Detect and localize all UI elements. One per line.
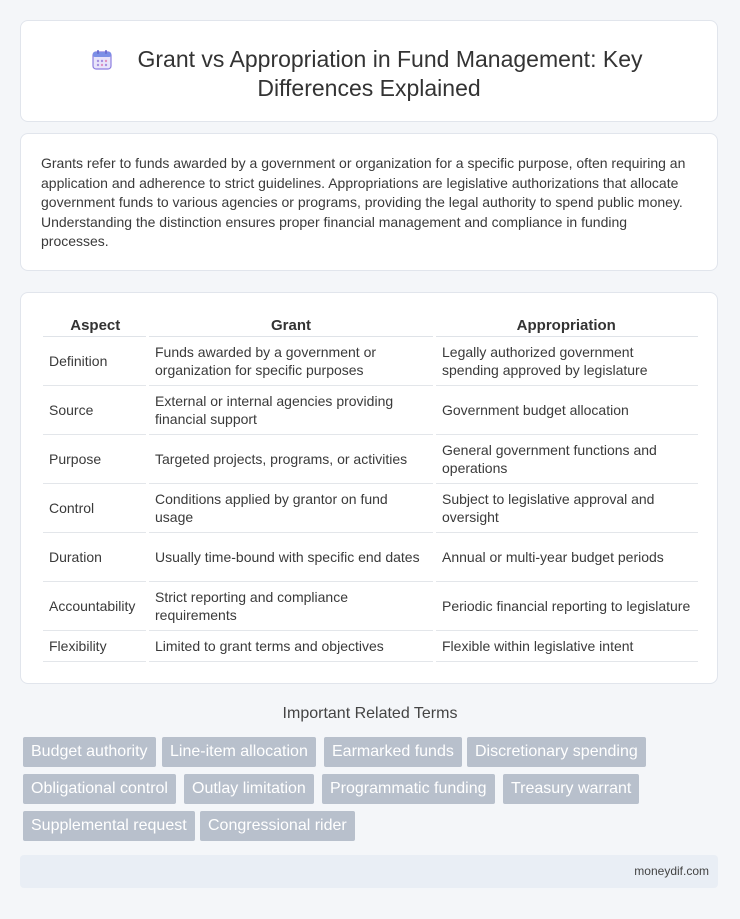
page-title-line1: Grant vs Appropriation in Fund Management: Key <box>137 46 643 72</box>
row-aspect: Definition <box>43 337 148 386</box>
tag-discretionary-spending[interactable]: Discretionary spending <box>467 737 646 767</box>
table-row <box>43 582 698 631</box>
row-grant: Funds awarded by a government or organization for specific purposes <box>148 337 435 386</box>
tag-obligational-control[interactable]: Obligational control <box>23 774 176 804</box>
row-grant: Conditions applied by grantor on fund usage <box>148 484 435 533</box>
tag-budget-authority[interactable]: Budget authority <box>23 737 156 767</box>
page-title <box>21 45 717 103</box>
row-appropriation: Legally authorized government spending approved by legislature <box>435 337 699 386</box>
header-aspect: Aspect <box>43 314 148 337</box>
tag-outlay-limitation[interactable]: Outlay limitation <box>184 774 314 804</box>
row-appropriation: General government functions and operations <box>435 435 699 484</box>
row-grant: Limited to grant terms and objectives <box>148 631 435 662</box>
table-header-row <box>43 314 698 337</box>
tag-line-item-allocation[interactable]: Line-item allocation <box>162 737 316 767</box>
table-row <box>43 631 698 662</box>
row-aspect: Accountability <box>43 582 148 631</box>
tag-treasury-warrant[interactable]: Treasury warrant <box>503 774 639 804</box>
row-aspect: Source <box>43 386 148 435</box>
tag-earmarked-funds[interactable]: Earmarked funds <box>324 737 462 767</box>
comparison-card <box>20 292 718 684</box>
row-aspect: Duration <box>43 533 148 582</box>
page-title-line2: Differences Explained <box>257 75 481 101</box>
comparison-table <box>43 314 698 662</box>
row-aspect: Purpose <box>43 435 148 484</box>
row-aspect: Control <box>43 484 148 533</box>
row-grant: External or internal agencies providing financial support <box>148 386 435 435</box>
row-appropriation: Annual or multi-year budget periods <box>435 533 699 582</box>
intro-paragraph: Grants refer to funds awarded by a government or organization for a specific purpose, often requiring an application and adherence to strict guidelines. Appropriations are legislative authorizations that allocate government funds to various agencies or programs, providing the legal authority to spend public money. Understanding the distinction ensures proper financial management and compliance in funding processes. <box>41 155 686 249</box>
footer-site-link[interactable]: moneydif.com <box>634 864 709 878</box>
row-appropriation: Periodic financial reporting to legislature <box>435 582 699 631</box>
row-appropriation: Subject to legislative approval and oversight <box>435 484 699 533</box>
tag-congressional-rider[interactable]: Congressional rider <box>200 811 355 841</box>
header-grant: Grant <box>148 314 435 337</box>
tag-supplemental-request[interactable]: Supplemental request <box>23 811 195 841</box>
title-card <box>20 20 718 122</box>
table-row <box>43 435 698 484</box>
table-row <box>43 484 698 533</box>
row-grant: Targeted projects, programs, or activities <box>148 435 435 484</box>
table-row <box>43 533 698 582</box>
row-appropriation: Flexible within legislative intent <box>435 631 699 662</box>
tag-programmatic-funding[interactable]: Programmatic funding <box>322 774 495 804</box>
row-grant: Strict reporting and compliance requirements <box>148 582 435 631</box>
row-grant: Usually time-bound with specific end dates <box>148 533 435 582</box>
row-appropriation: Government budget allocation <box>435 386 699 435</box>
header-appropriation: Appropriation <box>435 314 699 337</box>
footer <box>20 855 718 888</box>
related-terms-heading: Important Related Terms <box>282 705 458 722</box>
intro-card <box>20 133 718 271</box>
table-row <box>43 337 698 386</box>
row-aspect: Flexibility <box>43 631 148 662</box>
table-row <box>43 386 698 435</box>
